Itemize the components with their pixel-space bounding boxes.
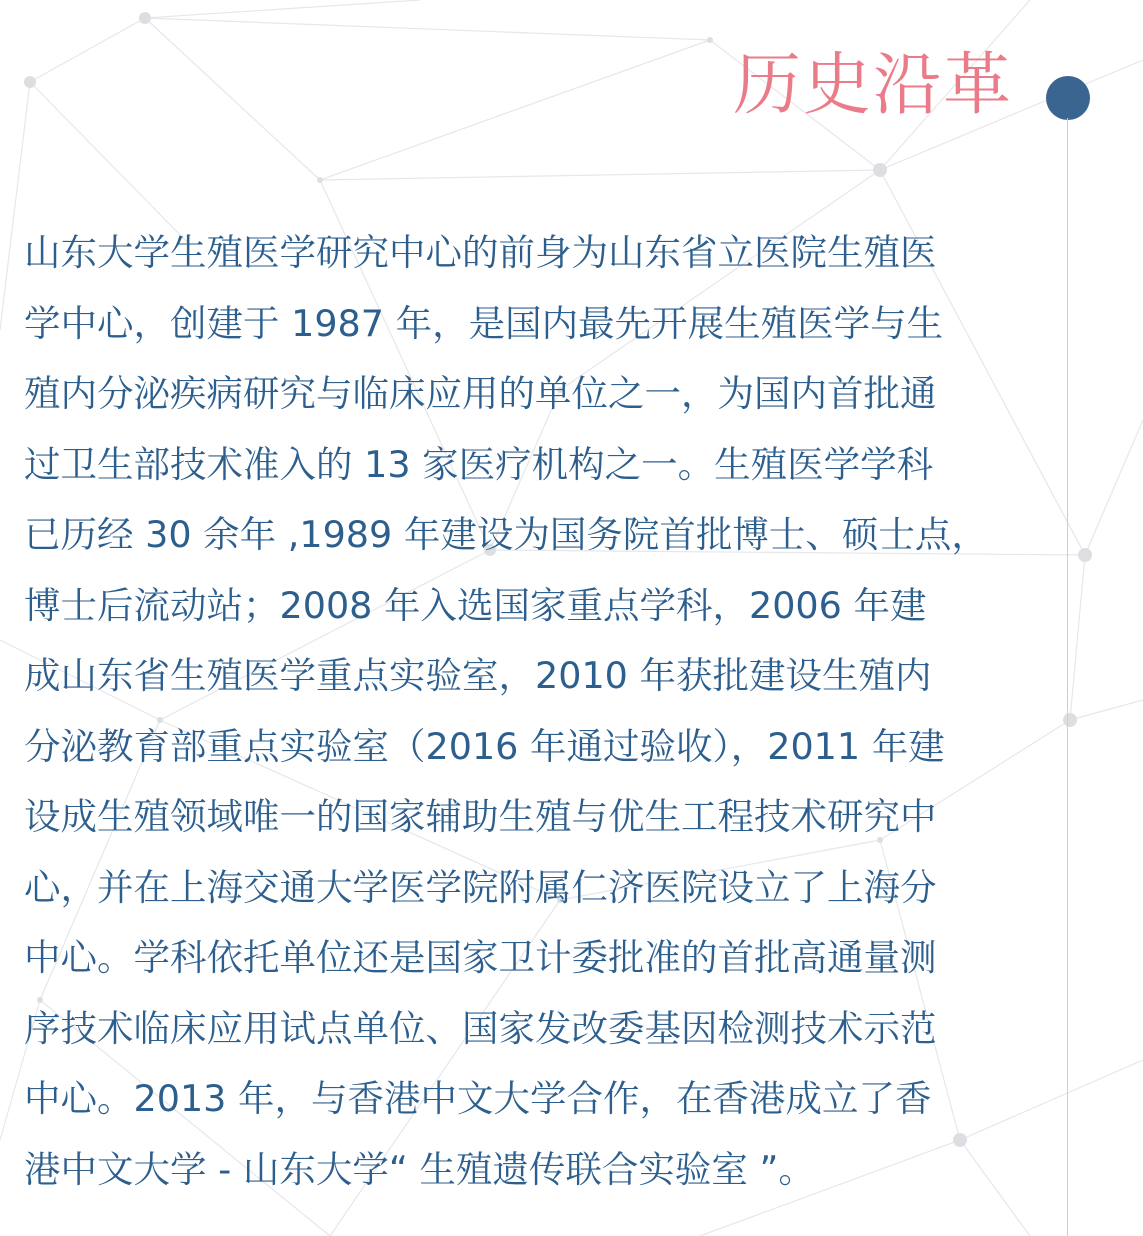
timeline-line (1067, 118, 1068, 1236)
paragraph-line: 过卫生部技术准入的 13 家医疗机构之一。生殖医学学科 (24, 442, 934, 486)
history-paragraph (24, 218, 1064, 1205)
paragraph-line: 中心。2013 年，与香港中文大学合作，在香港成立了香 (24, 1077, 932, 1120)
paragraph-line: 殖内分泌疾病研究与临床应用的单位之一，为国内首批通 (24, 372, 937, 415)
paragraph-line: 港中文大学 - 山东大学“ 生殖遗传联合实验室 ”。 (24, 1147, 815, 1191)
paragraph-line: 成山东省生殖医学重点实验室，2010 年获批建设生殖内 (24, 654, 932, 697)
paragraph-line: 中心。学科依托单位还是国家卫计委批准的首批高通量测 (24, 936, 937, 979)
section-title: 历史沿革 (732, 46, 1013, 125)
paragraph-line: 博士后流动站；2008 年入选国家重点学科，2006 年建 (24, 583, 927, 627)
paragraph-line: 序技术临床应用试点单位、国家发改委基因检测技术示范 (24, 1006, 937, 1050)
paragraph-line: 设成生殖领域唯一的国家辅助生殖与优生工程技术研究中 (24, 795, 937, 838)
paragraph-line: 学中心，创建于 1987 年，是国内最先开展生殖医学与生 (24, 301, 944, 345)
timeline-dot (1046, 76, 1090, 120)
paragraph-line: 山东大学生殖医学研究中心的前身为山东省立医院生殖医 (24, 231, 937, 274)
paragraph-line: 已历经 30 余年 ,1989 年建设为国务院首批博士、硕士点， (24, 513, 988, 556)
paragraph-line: 分泌教育部重点实验室（2016 年通过验收），2011 年建 (24, 724, 945, 768)
paragraph-line: 心，并在上海交通大学医学院附属仁济医院设立了上海分 (24, 865, 937, 909)
